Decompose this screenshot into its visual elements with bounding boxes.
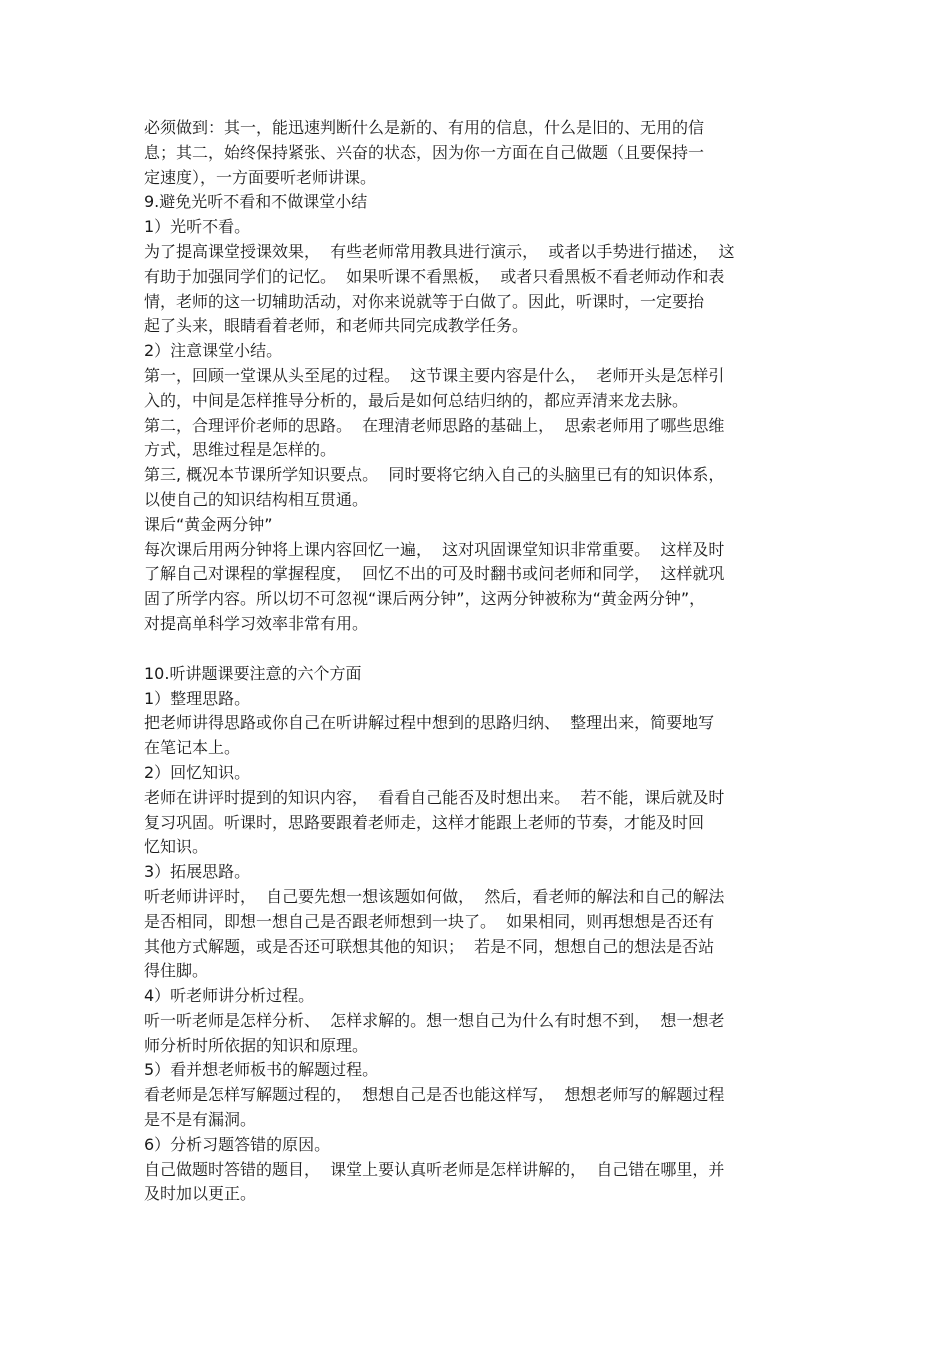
text-line: 得住脚。	[144, 961, 209, 981]
text-line: 方式，思维过程是怎样的。	[144, 440, 337, 460]
section-heading: 10.听讲题课要注意的六个方面	[144, 663, 362, 683]
text-line: 定速度），一方面要听老师讲课。	[144, 167, 377, 187]
text-line: 了解自己对课程的掌握程度， 回忆不出的可及时翻书或问老师和同学， 这样就巩	[144, 564, 725, 584]
text-line: 第三, 概况本节课所学知识要点。 同时要将它纳入自己的头脑里已有的知识体系，	[144, 465, 725, 485]
text-line: 师分析时所依据的知识和原理。	[144, 1035, 369, 1055]
text-line: 是否相同，即想一想自己是否跟老师想到一块了。 如果相同，则再想想是否还有	[144, 911, 715, 931]
text-line: 自己做题时答错的题目， 课堂上要认真听老师是怎样讲解的， 自己错在哪里，并	[144, 1159, 725, 1179]
text-line: 入的，中间是怎样推导分析的，最后是如何总结归纳的，都应弄清来龙去脉。	[144, 390, 689, 410]
text-line: 息；其二，始终保持紧张、兴奋的状态，因为你一方面在自己做题（且要保持一	[144, 142, 705, 162]
text-line: 对提高单科学习效率非常有用。	[144, 613, 369, 633]
subheading: 6）分析习题答错的原因。	[144, 1134, 331, 1154]
subheading: 课后“黄金两分钟”	[144, 514, 273, 534]
text-line: 听一听老师是怎样分析、 怎样求解的。想一想自己为什么有时想不到， 想一想老	[144, 1010, 725, 1030]
text-line: 及时加以更正。	[144, 1184, 257, 1204]
text-line: 听老师讲评时， 自己要先想一想该题如何做， 然后，看老师的解法和自己的解法	[144, 886, 725, 906]
text-line: 看老师是怎样写解题过程的， 想想自己是否也能这样写， 想想老师写的解题过程	[144, 1085, 725, 1105]
text-line: 有助于加强同学们的记忆。 如果听课不看黑板， 或者只看黑板不看老师动作和表	[144, 266, 725, 286]
text-line: 以使自己的知识结构相互贯通。	[144, 489, 369, 509]
text-line: 每次课后用两分钟将上课内容回忆一遍， 这对巩固课堂知识非常重要。 这样及时	[144, 539, 725, 559]
text-line: 情，老师的这一切辅助活动，对你来说就等于白做了。因此，听课时，一定要抬	[144, 291, 705, 311]
subheading: 3）拓展思路。	[144, 862, 251, 882]
text-line: 必须做到：其一，能迅速判断什么是新的、有用的信息，什么是旧的、无用的信	[144, 118, 705, 137]
subheading: 4）听老师讲分析过程。	[144, 986, 315, 1006]
subheading: 2）注意课堂小结。	[144, 341, 283, 361]
text-line: 固了所学内容。所以切不可忽视“课后两分钟”，这两分钟被称为“黄金两分钟”，	[144, 589, 706, 609]
subheading: 2）回忆知识。	[144, 762, 251, 782]
text-line: 其他方式解题，或是否还可联想其他的知识； 若是不同，想想自己的想法是否站	[144, 936, 715, 956]
subheading: 5）看并想老师板书的解题过程。	[144, 1060, 379, 1080]
text-line: 起了头来，眼睛看着老师，和老师共同完成教学任务。	[144, 316, 529, 336]
text-line: 第二，合理评价老师的思路。 在理清老师思路的基础上， 思索老师用了哪些思维	[144, 415, 725, 435]
text-line: 复习巩固。听课时，思路要跟着老师走，这样才能跟上老师的节奏，才能及时回	[144, 812, 705, 832]
text-line: 老师在讲评时提到的知识内容， 看看自己能否及时想出来。 若不能，课后就及时	[144, 787, 725, 807]
text-line: 为了提高课堂授课效果， 有些老师常用教具进行演示， 或者以手势进行描述， 这	[144, 241, 735, 261]
text-line: 第一，回顾一堂课从头至尾的过程。 这节课主要内容是什么， 老师开头是怎样引	[144, 365, 725, 385]
text-line: 把老师讲得思路或你自己在听讲解过程中想到的思路归纳、 整理出来，简要地写	[144, 713, 715, 733]
subheading: 1）光听不看。	[144, 217, 251, 237]
blank-line	[144, 637, 810, 662]
text-line: 是不是有漏洞。	[144, 1110, 257, 1130]
document-page	[144, 116, 810, 1207]
text-line: 在笔记本上。	[144, 738, 241, 758]
section-heading: 9.避免光听不看和不做课堂小结	[144, 192, 368, 212]
text-line: 忆知识。	[144, 837, 209, 857]
subheading: 1）整理思路。	[144, 688, 251, 708]
